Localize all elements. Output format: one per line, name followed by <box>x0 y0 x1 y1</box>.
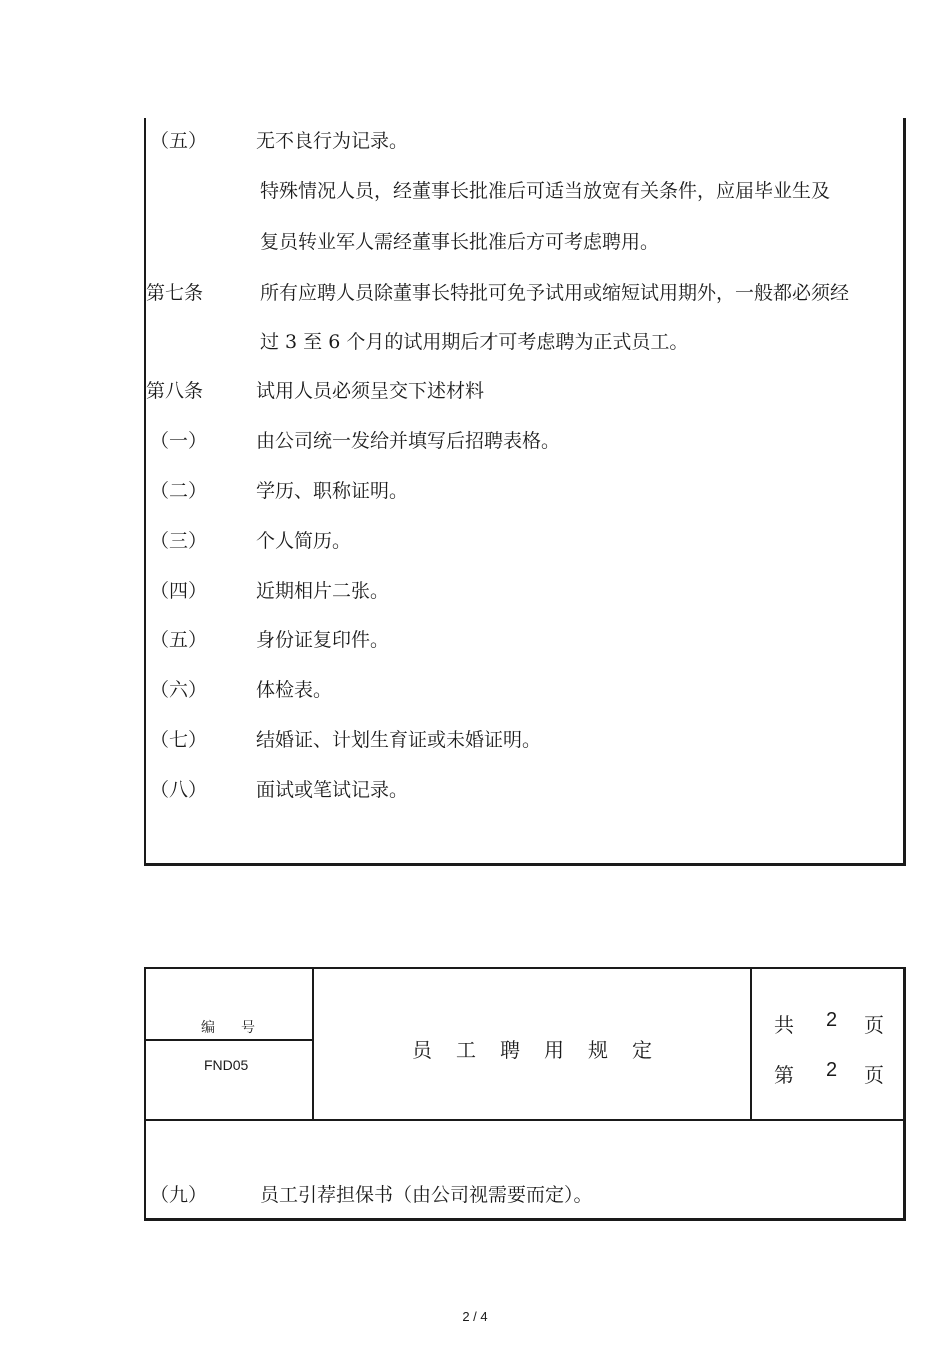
item-text: 结婚证、计划生育证或未婚证明。 <box>256 729 542 751</box>
item-text: 员工引荐担保书（由公司视需要而定）。 <box>260 1184 593 1206</box>
document-header-table <box>144 967 906 1121</box>
page-indicator: 2 / 4 <box>462 1309 488 1324</box>
item-label: （二） <box>150 480 208 502</box>
item-text: 由公司统一发给并填写后招聘表格。 <box>256 430 561 452</box>
item-text: 学历、职称证明。 <box>256 480 409 502</box>
item-label: （六） <box>150 679 208 701</box>
document-title-cell <box>314 969 752 1119</box>
number-label-cell <box>146 969 312 1041</box>
total-pages-count: 2 <box>826 1009 838 1031</box>
total-pages-suffix: 页 <box>864 1013 884 1037</box>
item-label: （七） <box>150 729 208 751</box>
total-pages-prefix: 共 <box>774 1013 794 1037</box>
item-label: （五） <box>150 629 208 651</box>
item-text: 无不良行为记录。 <box>256 130 409 152</box>
item-label: （五） <box>150 130 208 152</box>
item-label: （九） <box>150 1184 208 1206</box>
number-label: 编号 <box>201 1020 281 1036</box>
item-label: （四） <box>150 580 208 602</box>
article-text: 过 3 至 6 个月的试用期后才可考虑聘为正式员工。 <box>260 331 689 353</box>
item-label: （三） <box>150 530 208 552</box>
item-text: 体检表。 <box>256 679 333 701</box>
document-number-cell <box>146 969 314 1119</box>
paragraph-text: 复员转业军人需经董事长批准后方可考虑聘用。 <box>260 231 660 253</box>
current-page-prefix: 第 <box>774 1063 794 1087</box>
item-label: （一） <box>150 430 208 452</box>
paragraph-text: 特殊情况人员，经董事长批准后可适当放宽有关条件，应届毕业生及 <box>260 180 831 202</box>
document-title: 员工聘用规定 <box>412 1038 676 1062</box>
item-text: 个人简历。 <box>256 530 352 552</box>
current-page-number: 2 <box>826 1059 838 1081</box>
item-text: 面试或笔试记录。 <box>256 779 409 801</box>
item-text: 身份证复印件。 <box>256 629 390 651</box>
current-page-suffix: 页 <box>864 1063 884 1087</box>
article-text: 所有应聘人员除董事长特批可免予试用或缩短试用期外，一般都必须经 <box>260 282 850 304</box>
document-number: FND05 <box>204 1057 249 1073</box>
item-text: 近期相片二张。 <box>256 580 390 602</box>
article-label: 第八条 <box>146 380 204 402</box>
article-label: 第七条 <box>146 282 204 304</box>
item-label: （八） <box>150 779 208 801</box>
article-text: 试用人员必须呈交下述材料 <box>256 380 485 402</box>
